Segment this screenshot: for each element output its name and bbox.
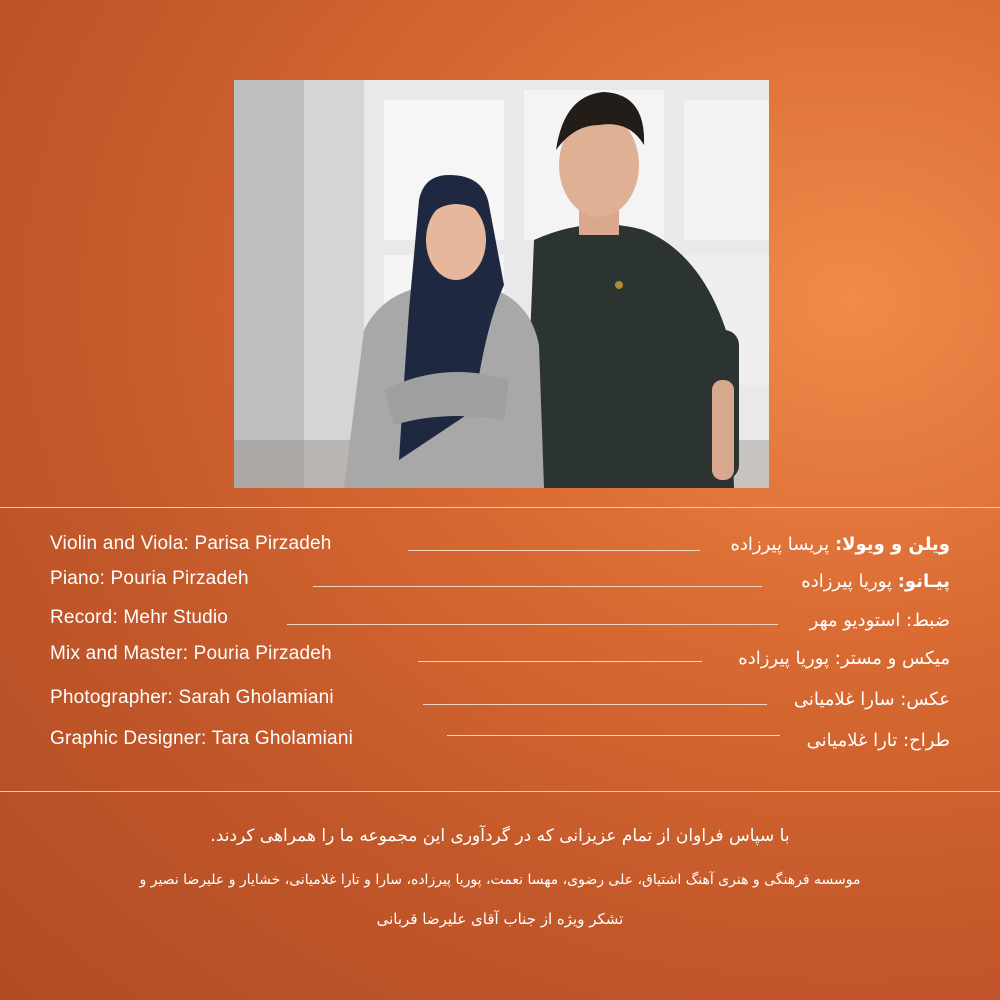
credit-record-fa: [810, 610, 950, 631]
divider-bottom: [0, 791, 1000, 792]
credit-photographer-en: Photographer: Sarah Gholamiani: [50, 687, 334, 708]
credit-mix-fa-name: پوریا پیرزاده: [738, 648, 830, 669]
credit-mix-fa: [738, 648, 950, 669]
credit-violin-leader: [408, 550, 700, 551]
credit-record-fa-name: استودیو مهر: [809, 610, 901, 631]
thanks-line-3: تشکر ویژه از جناب آقای علیرضا قربانی: [376, 910, 624, 928]
credit-designer-leader: [447, 735, 780, 736]
thanks-line-2: موسسه فرهنگی و هنری آهنگ اشتیاق، علی رضوی، مهسا نعمت، پوریا پیرزاده، سارا و تارا غلامیانی، خشایار و علیرضا نصیر و: [139, 872, 861, 888]
credit-designer-fa: [807, 730, 950, 751]
credit-violin-fa-role: ویلن و ویولا:: [834, 534, 950, 555]
credit-violin-en: Violin and Viola: Parisa Pirzadeh: [50, 533, 332, 554]
thanks-line-1: با سپاس فراوان از تمام عزیزانی که در گردآوری این مجموعه ما را همراهی کردند.: [210, 826, 790, 846]
credit-photographer-fa: [794, 689, 950, 710]
credit-violin-fa-name: پریسا پیرزاده: [730, 534, 830, 555]
credit-record-fa-role: ضبط:: [906, 610, 950, 631]
credit-record-leader: [287, 624, 778, 625]
credit-violin-fa: [730, 534, 950, 555]
credit-designer-en: Graphic Designer: Tara Gholamiani: [50, 728, 354, 749]
credit-mix-en: Mix and Master: Pouria Pirzadeh: [50, 643, 332, 664]
credit-piano-leader: [313, 586, 762, 587]
credit-designer-fa-name: تارا غلامیانی: [806, 730, 898, 751]
artists-photo-illustration: [234, 80, 769, 488]
divider-top: [0, 507, 1000, 508]
credit-designer-fa-role: طراح:: [903, 730, 950, 751]
credit-piano-fa-role: پیـانو:: [897, 571, 950, 592]
credit-photographer-fa-role: عکس:: [900, 689, 950, 710]
credit-mix-leader: [418, 661, 702, 662]
credit-piano-en: Piano: Pouria Pirzadeh: [50, 568, 249, 589]
artists-photo: [234, 80, 769, 488]
credit-piano-fa-name: پوریا پیرزاده: [801, 571, 892, 592]
credit-photographer-fa-name: سارا غلامیانی: [793, 689, 895, 710]
credit-photographer-leader: [423, 704, 767, 705]
credit-mix-fa-role: میکس و مستر:: [834, 648, 950, 669]
credit-piano-fa: [801, 571, 950, 592]
credit-record-en: Record: Mehr Studio: [50, 607, 229, 628]
